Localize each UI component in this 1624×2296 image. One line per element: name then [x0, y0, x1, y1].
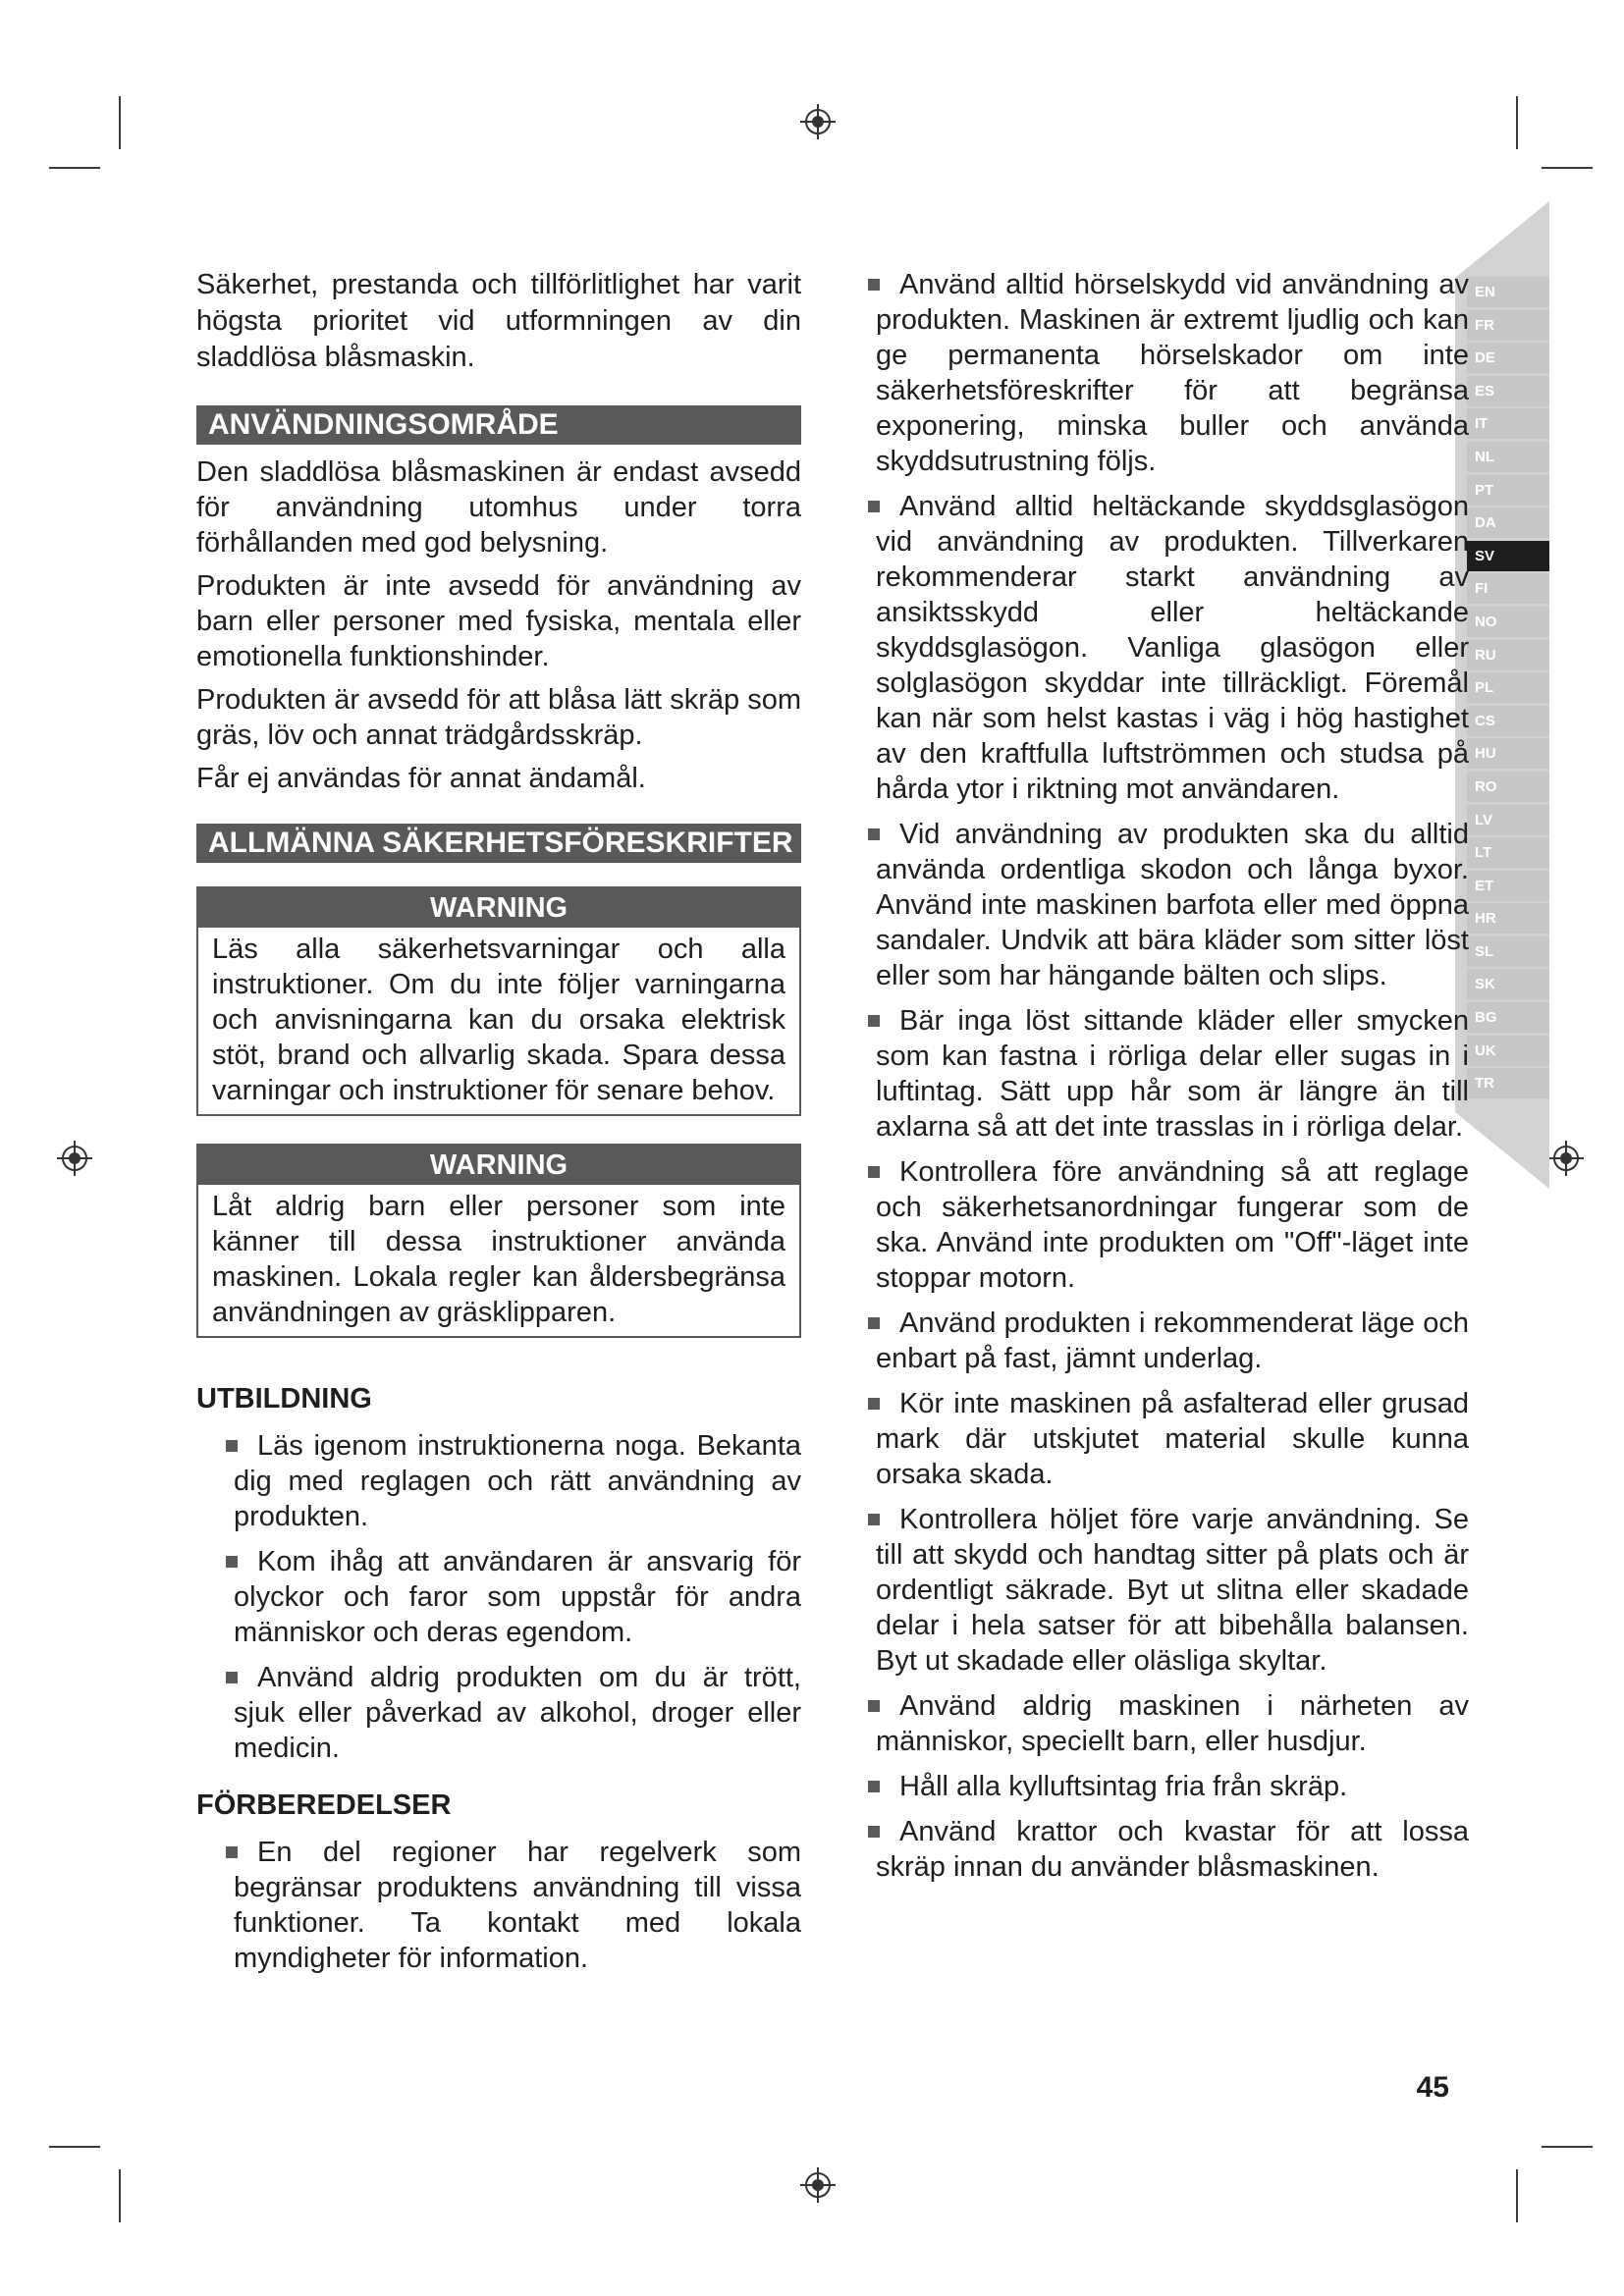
crop-mark-top-left	[119, 96, 121, 149]
language-tab[interactable]: PL	[1467, 672, 1549, 703]
language-tab-active[interactable]: SV	[1467, 541, 1549, 571]
warning-title: WARNING	[198, 1146, 799, 1185]
page-number: 45	[1416, 2071, 1449, 2104]
list-item: Använd aldrig produkten om du är trött, sjuk eller påverkad av alkohol, droger eller medicin.	[234, 1662, 801, 1764]
language-tab[interactable]: UK	[1467, 1036, 1549, 1066]
warning-text: Läs alla säkerhetsvarningar och alla instruktioner. Om du inte följer varningarna och anvisningarna kan du orsaka elektrisk stöt, brand och allvarlig skada. Spara dessa varningar och instruktioner för senare behov.	[212, 934, 785, 1106]
language-tab[interactable]: BG	[1467, 1002, 1549, 1033]
warning-box	[196, 1144, 801, 1338]
list-item: Använd aldrig maskinen i närheten av människor, speciellt barn, eller husdjur.	[876, 1690, 1469, 1757]
right-column	[864, 267, 1469, 1895]
crop-mark-top-left-h	[49, 167, 100, 169]
preparation-heading: FÖRBEREDELSER	[196, 1789, 452, 1821]
language-tab[interactable]: NL	[1467, 442, 1549, 472]
language-tab[interactable]: DE	[1467, 343, 1549, 373]
list-item: Bär inga löst sittande kläder eller smycken som kan fastna i rörliga delar eller sugas in i luftintag. Sätt upp hår som är längre än till axlarna så att det inte trasslas in i rörliga delar.	[876, 1005, 1469, 1143]
language-tab[interactable]: RU	[1467, 640, 1549, 670]
list-item: Använd krattor och kvastar för att lossa skräp innan du använder blåsmaskinen.	[876, 1816, 1469, 1883]
section-title-safety: ALLMÄNNA SÄKERHETSFÖRESKRIFTER	[196, 824, 801, 863]
language-tab[interactable]: TR	[1467, 1068, 1549, 1098]
language-tab[interactable]: HU	[1467, 738, 1549, 769]
language-tab[interactable]: EN	[1467, 277, 1549, 307]
language-tab[interactable]: RO	[1467, 772, 1549, 802]
list-item: Håll alla kylluftsintag fria från skräp.	[876, 1769, 1469, 1804]
crop-mark-top-right-h	[1542, 167, 1593, 169]
crop-mark-bottom-left-h	[49, 2146, 100, 2148]
section-title-usage: ANVÄNDNINGSOMRÅDE	[196, 405, 801, 445]
list-item: Kör inte maskinen på asfalterad eller grusad mark där utskjutet material skulle kunna orsaka skada.	[876, 1388, 1469, 1490]
registration-mark-top	[798, 102, 838, 141]
warning-text: Låt aldrig barn eller personer som inte känner till dessa instruktioner använda maskinen. Lokala regler kan åldersbegränsa användningen av gräsklipparen.	[212, 1191, 785, 1328]
crop-mark-bottom-left	[119, 2169, 121, 2222]
language-tab[interactable]: SL	[1467, 936, 1549, 967]
language-tab[interactable]: DA	[1467, 507, 1549, 538]
list-item: Använd produkten i rekommenderat läge och enbart på fast, jämnt underlag.	[876, 1308, 1469, 1374]
warning-box	[196, 886, 801, 1116]
language-tab[interactable]: LT	[1467, 837, 1549, 868]
list-item: Vid användning av produkten ska du alltid använda ordentliga skodon och långa byxor. Använd inte maskinen barfota eller med öppna sandaler. Undvik att bära kläder som sitter löst eller som har hängande bälten och slips.	[876, 819, 1469, 991]
usage-paragraph: Produkten är inte avsedd för användning av barn eller personer med fysiska, mentala eller emotionella funktionshinder.	[196, 570, 801, 672]
list-item: Kom ihåg att användaren är ansvarig för olyckor och faror som uppstår för andra människor och deras egendom.	[234, 1546, 801, 1648]
registration-mark-bottom	[798, 2165, 838, 2205]
usage-paragraph: Får ej användas för annat ändamål.	[196, 763, 646, 794]
training-heading: UTBILDNING	[196, 1383, 372, 1415]
language-tab[interactable]: SK	[1467, 969, 1549, 999]
list-item: En del regioner har regelverk som begränsar produktens användning till vissa funktioner. Ta kontakt med lokala myndigheter för information.	[234, 1837, 801, 1974]
list-item: Kontrollera före användning så att reglage och säkerhetsanordningar fungerar som de ska. Använd inte produkten om "Off"-läget inte stoppar motorn.	[876, 1156, 1469, 1294]
registration-mark-right	[1546, 1139, 1586, 1178]
training-list	[196, 1428, 801, 1766]
list-item: Kontrollera höljet före varje användning. Se till att skydd och handtag sitter på plats och är ordentligt säkrade. Byt ut slitna eller skadade delar i hela satser för att bibehålla balansen. Byt ut skadade eller oläsliga skyltar.	[876, 1504, 1469, 1677]
list-item: Läs igenom instruktionerna noga. Bekanta dig med reglagen och rätt användning av produkten.	[234, 1430, 801, 1532]
language-tab[interactable]: ET	[1467, 871, 1549, 901]
crop-mark-top-right	[1516, 96, 1518, 149]
preparation-list	[196, 1835, 801, 1976]
language-tab[interactable]: IT	[1467, 408, 1549, 439]
language-tab[interactable]: NO	[1467, 607, 1549, 637]
language-tabs	[1467, 277, 1549, 1101]
language-tab[interactable]: HR	[1467, 903, 1549, 934]
registration-mark-left	[55, 1139, 94, 1178]
usage-paragraph: Den sladdlösa blåsmaskinen är endast avsedd för användning utomhus under torra förhållanden med god belysning.	[196, 456, 801, 559]
list-item: Använd alltid heltäckande skyddsglasögon vid användning av produkten. Tillverkaren rekommenderar starkt användning av ansiktsskydd eller heltäckande skyddsglasögon. Vanliga glasögon eller solglasögon skyddar inte tillräckligt. Föremål kan när som helst kastas i väg i hög hastighet av den kraftfulla luftströmmen och studsa på hårda ytor i riktning mot användaren.	[876, 491, 1469, 805]
language-tab[interactable]: PT	[1467, 475, 1549, 506]
crop-mark-bottom-right	[1516, 2169, 1518, 2222]
left-column	[196, 267, 801, 1986]
list-item: Använd alltid hörselskydd vid användning av produkten. Maskinen är extremt ljudlig och kan ge permanenta hörselskador om inte säkerhetsföreskrifter för att begränsa exponering, minska buller och använda skyddsutrustning följs.	[876, 269, 1469, 477]
crop-mark-bottom-right-h	[1542, 2146, 1593, 2148]
warning-title: WARNING	[198, 888, 799, 928]
language-tab[interactable]: FI	[1467, 573, 1549, 604]
language-tab[interactable]: FR	[1467, 310, 1549, 341]
language-tab[interactable]: CS	[1467, 706, 1549, 736]
language-tab[interactable]: LV	[1467, 805, 1549, 835]
usage-paragraph: Produkten är avsedd för att blåsa lätt skräp som gräs, löv och annat trädgårdsskräp.	[196, 684, 801, 751]
language-tab[interactable]: ES	[1467, 376, 1549, 406]
intro-paragraph: Säkerhet, prestanda och tillförlitlighet har varit högsta prioritet vid utformningen av din sladdlösa blåsmaskin.	[196, 269, 801, 373]
